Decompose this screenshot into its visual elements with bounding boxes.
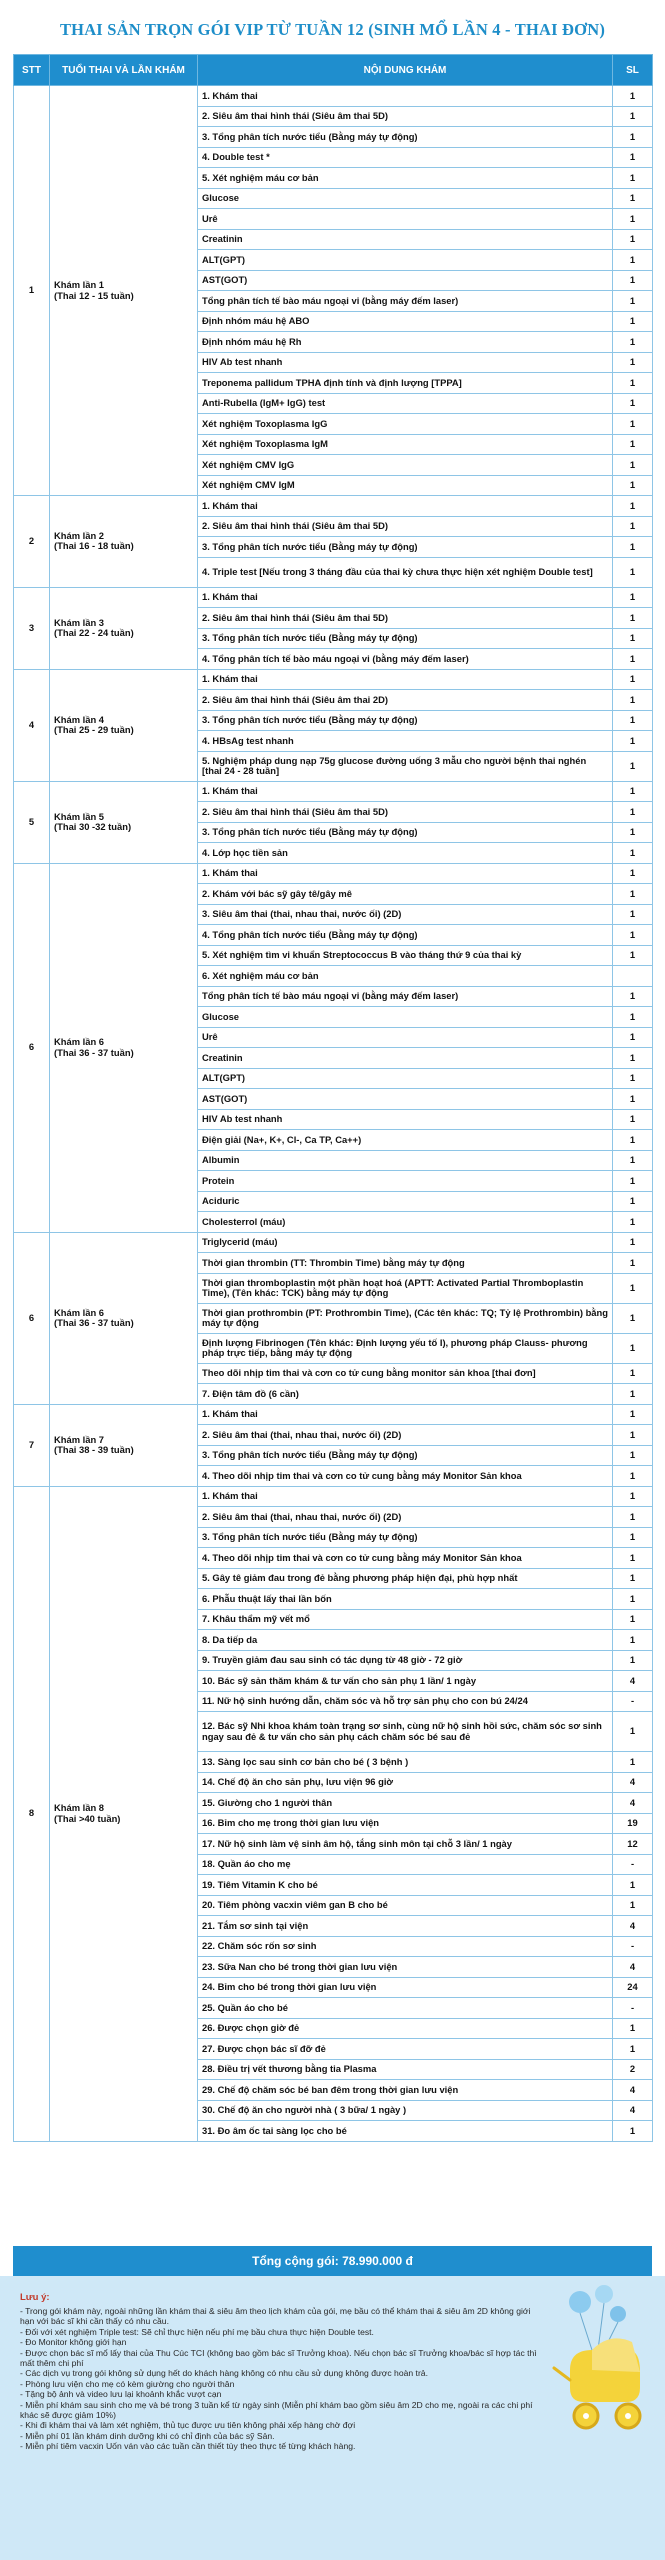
item-content: 19. Tiêm Vitamin K cho bé <box>198 1875 613 1896</box>
visit-number: 6 <box>14 863 50 1232</box>
item-quantity: - <box>613 1936 653 1957</box>
visit-label <box>50 669 198 781</box>
item-content: 2. Siêu âm thai hình thái (Siêu âm thai 5D) <box>198 516 613 537</box>
item-quantity: 1 <box>613 1253 653 1274</box>
table-row <box>14 86 653 107</box>
item-content: 18. Quần áo cho mẹ <box>198 1854 613 1875</box>
visit-weeks: (Thai >40 tuần) <box>54 1812 121 1824</box>
item-content: Xét nghiệm Toxoplasma IgM <box>198 434 613 455</box>
item-content: 5. Nghiệm pháp dung nạp 75g glucose đường uống 3 mẫu cho người bệnh thai nghén [thai 24 - 28 tuần] <box>198 751 613 781</box>
item-content: 4. Triple test [Nếu trong 3 tháng đầu của thai kỳ chưa thực hiện xét nghiệm Double test] <box>198 557 613 587</box>
item-content: Cholesterrol (máu) <box>198 1212 613 1233</box>
item-quantity: 1 <box>613 822 653 843</box>
item-content: Aciduric <box>198 1191 613 1212</box>
item-quantity: 1 <box>613 1630 653 1651</box>
item-content: 1. Khám thai <box>198 1486 613 1507</box>
item-content: 14. Chế độ ăn cho sản phụ, lưu viện 96 giờ <box>198 1772 613 1793</box>
item-quantity: 1 <box>613 843 653 864</box>
item-quantity: 4 <box>613 2100 653 2121</box>
item-content: 4. Tổng phân tích nước tiểu (Bằng máy tự động) <box>198 925 613 946</box>
item-quantity: 4 <box>613 1916 653 1937</box>
item-content: 1. Khám thai <box>198 86 613 107</box>
item-quantity: 1 <box>613 925 653 946</box>
item-quantity: 1 <box>613 884 653 905</box>
item-quantity: - <box>613 1691 653 1712</box>
item-content: 4. Lớp học tiền sản <box>198 843 613 864</box>
visit-number: 8 <box>14 1486 50 2141</box>
item-content: 28. Điều trị vết thương bằng tia Plasma <box>198 2059 613 2080</box>
item-quantity <box>613 966 653 987</box>
item-quantity: 1 <box>613 1752 653 1773</box>
note-line: - Đo Monitor không giới hạn <box>20 2337 127 2348</box>
table-body <box>14 86 653 2142</box>
header-sl: SL <box>613 55 653 86</box>
item-content: 1. Khám thai <box>198 1404 613 1425</box>
item-content: 1. Khám thai <box>198 496 613 517</box>
item-content: 2. Siêu âm thai hình thái (Siêu âm thai 2D) <box>198 690 613 711</box>
visit-number: 6 <box>14 1232 50 1404</box>
visit-number: 5 <box>14 781 50 863</box>
item-quantity: 1 <box>613 1232 653 1253</box>
item-quantity: 1 <box>613 2039 653 2060</box>
item-quantity: 1 <box>613 1089 653 1110</box>
item-quantity: 1 <box>613 1273 653 1303</box>
note-line: - Miễn phí 01 lần khám dinh dưỡng khi có chỉ định của bác sỹ Sản. <box>20 2430 275 2441</box>
item-quantity: 1 <box>613 1363 653 1384</box>
visit-name: Khám lần 5 <box>54 810 105 822</box>
item-content: 3. Siêu âm thai (thai, nhau thai, nước ối) (2D) <box>198 904 613 925</box>
item-content: Định nhóm máu hệ Rh <box>198 332 613 353</box>
visit-weeks: (Thai 36 - 37 tuần) <box>54 1317 134 1328</box>
visit-label <box>50 1486 198 2141</box>
visit-label <box>50 587 198 669</box>
item-content: 22. Chăm sóc rốn sơ sinh <box>198 1936 613 1957</box>
table-header <box>14 55 653 86</box>
item-content: Xét nghiệm CMV IgG <box>198 455 613 476</box>
item-quantity: 1 <box>613 986 653 1007</box>
item-quantity: 1 <box>613 690 653 711</box>
item-quantity: 1 <box>613 127 653 148</box>
item-content: Urê <box>198 209 613 230</box>
item-quantity: 1 <box>613 1130 653 1151</box>
visit-number: 2 <box>14 496 50 588</box>
visit-weeks: (Thai 12 - 15 tuần) <box>54 289 134 301</box>
item-content: Thời gian thromboplastin một phần hoạt hoá (APTT: Activated Partial Thromboplastin Time), (Tên khác: TCK) bằng máy tự động <box>198 1273 613 1303</box>
item-content: Điện giải (Na+, K+, Cl-, Ca TP, Ca++) <box>198 1130 613 1151</box>
item-content: 4. Theo dõi nhịp tim thai và cơn co tử cung bằng máy Monitor Sản khoa <box>198 1466 613 1487</box>
item-quantity: 1 <box>613 863 653 884</box>
item-quantity: 1 <box>613 1568 653 1589</box>
item-content: 3. Tổng phân tích nước tiểu (Bằng máy tự động) <box>198 537 613 558</box>
item-quantity: 1 <box>613 628 653 649</box>
item-quantity: 1 <box>613 781 653 802</box>
visit-label <box>50 1232 198 1404</box>
item-quantity: 1 <box>613 311 653 332</box>
item-content: 21. Tắm sơ sinh tại viện <box>198 1916 613 1937</box>
visit-number: 4 <box>14 669 50 781</box>
item-content: ALT(GPT) <box>198 250 613 271</box>
item-content: Xét nghiệm Toxoplasma IgG <box>198 414 613 435</box>
item-quantity: 1 <box>613 2018 653 2039</box>
visit-number: 3 <box>14 587 50 669</box>
table-row <box>14 669 653 690</box>
item-quantity: 1 <box>613 209 653 230</box>
item-content: 6. Phẫu thuật lấy thai lần bốn <box>198 1589 613 1610</box>
item-content: Anti-Rubella (IgM+ IgG) test <box>198 393 613 414</box>
item-content: AST(GOT) <box>198 1089 613 1110</box>
item-content: 24. Bỉm cho bé trong thời gian lưu viện <box>198 1977 613 1998</box>
visit-label <box>50 1404 198 1486</box>
item-content: 20. Tiêm phòng vacxin viêm gan B cho bé <box>198 1895 613 1916</box>
item-quantity: 1 <box>613 1650 653 1671</box>
item-quantity: 1 <box>613 229 653 250</box>
item-quantity: 4 <box>613 1957 653 1978</box>
note-line: - Tặng bộ ảnh và video lưu lại khoảnh khắc vượt cạn <box>20 2389 222 2400</box>
item-quantity: 1 <box>613 147 653 168</box>
item-content: 3. Tổng phân tích nước tiểu (Bằng máy tự động) <box>198 1527 613 1548</box>
item-content: 31. Đo âm ốc tai sàng lọc cho bé <box>198 2121 613 2142</box>
item-quantity: 1 <box>613 1384 653 1405</box>
item-quantity: 1 <box>613 455 653 476</box>
table-row <box>14 1232 653 1253</box>
visit-weeks: (Thai 16 - 18 tuần) <box>54 540 134 552</box>
item-content: AST(GOT) <box>198 270 613 291</box>
item-quantity: 1 <box>613 608 653 629</box>
item-content: Albumin <box>198 1150 613 1171</box>
item-content: 17. Nữ hộ sinh làm vệ sinh âm hộ, tắng sinh môn tại chỗ 3 lần/ 1 ngày <box>198 1834 613 1855</box>
item-content: 5. Xét nghiệm máu cơ bản <box>198 168 613 189</box>
item-quantity: 1 <box>613 537 653 558</box>
note-line: - Trong gói khám này, ngoài những lần khám thai & siêu âm theo lịch khám của gói, mẹ bầu có thể khám thai & siêu âm 2D không giới hạn với bác sĩ khi cần thấy có nhu cầu. <box>20 2306 531 2327</box>
item-quantity: 1 <box>613 669 653 690</box>
item-content: Định lượng Fibrinogen (Tên khác: Định lượng yếu tố I), phương pháp Clauss- phương pháp trực tiếp, bằng máy tự động <box>198 1333 613 1363</box>
item-content: ALT(GPT) <box>198 1068 613 1089</box>
visit-name: Khám lần 1 <box>54 279 105 290</box>
visit-name: Khám lần 4 <box>54 713 105 725</box>
item-content: 2. Siêu âm thai hình thái (Siêu âm thai 5D) <box>198 106 613 127</box>
visit-number: 1 <box>14 86 50 496</box>
item-quantity: 1 <box>613 1507 653 1528</box>
table-row <box>14 496 653 517</box>
visit-weeks: (Thai 22 - 24 tuần) <box>54 627 134 638</box>
note-line: - Miễn phí khám sau sinh cho mẹ và bé trong 3 tuần kể từ ngày sinh (Miễn phí khám bao gồm siêu âm 2D cho mẹ, ngoài ra các chi phí khác sẽ được giảm 10%) <box>20 2399 533 2421</box>
item-quantity: 1 <box>613 1445 653 1466</box>
item-content: Thời gian prothrombin (PT: Prothrombin Time), (Các tên khác: TQ; Tỷ lệ Prothrombin) bằng máy tự động <box>198 1303 613 1333</box>
item-content: Xét nghiệm CMV IgM <box>198 475 613 496</box>
visit-name: Khám lần 6 <box>54 1306 105 1318</box>
item-quantity: 4 <box>613 2080 653 2101</box>
item-content: 4. Double test * <box>198 147 613 168</box>
item-quantity: 1 <box>613 250 653 271</box>
note-line: - Phòng lưu viện cho mẹ có kèm giường cho người thân <box>20 2378 235 2389</box>
item-quantity: 1 <box>613 270 653 291</box>
header-stt: STT <box>14 55 50 86</box>
item-quantity: 1 <box>613 373 653 394</box>
visit-number: 7 <box>14 1404 50 1486</box>
baby-stroller-icon <box>540 2280 660 2440</box>
item-content: Định nhóm máu hệ ABO <box>198 311 613 332</box>
item-quantity: 1 <box>613 1895 653 1916</box>
item-content: 2. Siêu âm thai hình thái (Siêu âm thai 5D) <box>198 608 613 629</box>
item-quantity: 1 <box>613 710 653 731</box>
item-quantity: 24 <box>613 1977 653 1998</box>
item-content: 4. HBsAg test nhanh <box>198 731 613 752</box>
item-quantity: 1 <box>613 352 653 373</box>
table-row <box>14 781 653 802</box>
item-quantity: 1 <box>613 731 653 752</box>
item-quantity: 1 <box>613 557 653 587</box>
item-quantity: 1 <box>613 904 653 925</box>
note-line: - Các dịch vụ trong gói không sử dụng hết do khách hàng không có nhu cầu sử dụng không được hoàn trả. <box>20 2368 428 2379</box>
item-quantity: 1 <box>613 1150 653 1171</box>
item-quantity: 1 <box>613 516 653 537</box>
visit-label <box>50 863 198 1232</box>
item-quantity: 1 <box>613 1486 653 1507</box>
notes-title: Lưu ý: <box>20 2292 50 2303</box>
item-quantity: 1 <box>613 1068 653 1089</box>
item-content: 3. Tổng phân tích nước tiểu (Bằng máy tự động) <box>198 628 613 649</box>
item-content: Creatinin <box>198 1048 613 1069</box>
item-content: 12. Bác sỹ Nhi khoa khám toàn trạng sơ sinh, cùng nữ hộ sinh hồi sức, chăm sóc sơ sinh ngay sau đẻ & tư vấn cho sản phụ cách chăm sóc bé sau đẻ <box>198 1712 613 1752</box>
item-quantity: 2 <box>613 2059 653 2080</box>
item-quantity: 1 <box>613 1466 653 1487</box>
item-quantity: 1 <box>613 188 653 209</box>
item-quantity: 1 <box>613 1548 653 1569</box>
item-quantity: 1 <box>613 1048 653 1069</box>
item-quantity: 1 <box>613 1007 653 1028</box>
visit-name: Khám lần 2 <box>54 529 105 541</box>
item-quantity: 1 <box>613 86 653 107</box>
note-line: - Khi đi khám thai và làm xét nghiệm, thủ tục được ưu tiên không phải xếp hàng chờ đợi <box>20 2420 356 2431</box>
note-line: - Đối với xét nghiệm Triple test: Sẽ chỉ thực hiện nếu phí mẹ bầu chưa thực hiện Double test. <box>20 2326 374 2337</box>
item-quantity: 1 <box>613 1171 653 1192</box>
item-quantity: 1 <box>613 945 653 966</box>
item-quantity: 1 <box>613 393 653 414</box>
note-line: - Được chọn bác sĩ mổ lấy thai của Thu Cúc TCI (không bao gồm bác sĩ Trưởng khoa). Nếu chọn bác sĩ Trưởng khoa/bác sĩ hợp tác thì mất thêm chi phí <box>20 2347 537 2369</box>
item-content: Glucose <box>198 1007 613 1028</box>
item-content: 3. Tổng phân tích nước tiểu (Bằng máy tự động) <box>198 822 613 843</box>
item-quantity: 1 <box>613 168 653 189</box>
item-content: Creatinin <box>198 229 613 250</box>
page-title: THAI SẢN TRỌN GÓI VIP TỪ TUẦN 12 (SINH MỔ LẦN 4 - THAI ĐƠN) <box>59 20 606 39</box>
header-visit: TUỔI THAI VÀ LẦN KHÁM <box>50 55 198 86</box>
item-content: 2. Siêu âm thai hình thái (Siêu âm thai 5D) <box>198 802 613 823</box>
item-content: Triglycerid (máu) <box>198 1232 613 1253</box>
table-row <box>14 1404 653 1425</box>
item-content: 11. Nữ hộ sinh hướng dẫn, chăm sóc và hỗ trợ sản phụ cho con bú 24/24 <box>198 1691 613 1712</box>
item-content: 7. Khâu thẩm mỹ vết mổ <box>198 1609 613 1630</box>
package-table <box>13 54 653 2142</box>
item-content: 3. Tổng phân tích nước tiểu (Bằng máy tự động) <box>198 710 613 731</box>
item-content: HIV Ab test nhanh <box>198 1109 613 1130</box>
item-quantity: 1 <box>613 751 653 781</box>
item-quantity: 1 <box>613 106 653 127</box>
visit-name: Khám lần 6 <box>54 1036 105 1047</box>
item-content: 5. Xét nghiệm tìm vi khuẩn Streptococcus B vào tháng thứ 9 của thai kỳ <box>198 945 613 966</box>
item-quantity: 1 <box>613 1404 653 1425</box>
item-content: 29. Chế độ chăm sóc bé ban đêm trong thời gian lưu viện <box>198 2080 613 2101</box>
item-content: 1. Khám thai <box>198 669 613 690</box>
note-line: - Miễn phí tiêm vacxin Uốn ván vào các tuần cần thiết tùy theo thực tế từng khách hàng. <box>20 2441 356 2452</box>
item-quantity: 1 <box>613 1303 653 1333</box>
item-content: 25. Quần áo cho bé <box>198 1998 613 2019</box>
item-quantity: 1 <box>613 434 653 455</box>
visit-weeks: (Thai 36 - 37 tuần) <box>54 1046 134 1058</box>
visit-name: Khám lần 3 <box>54 616 105 628</box>
table-row <box>14 587 653 608</box>
item-quantity: 4 <box>613 1772 653 1793</box>
item-quantity: 19 <box>613 1813 653 1834</box>
item-content: 1. Khám thai <box>198 781 613 802</box>
item-content: 13. Sàng lọc sau sinh cơ bản cho bé ( 3 bệnh ) <box>198 1752 613 1773</box>
item-quantity: 1 <box>613 1212 653 1233</box>
item-quantity: 1 <box>613 1027 653 1048</box>
item-content: HIV Ab test nhanh <box>198 352 613 373</box>
item-content: 15. Giường cho 1 người thân <box>198 1793 613 1814</box>
item-quantity: 1 <box>613 414 653 435</box>
visit-name: Khám lần 7 <box>54 1433 105 1445</box>
item-content: Glucose <box>198 188 613 209</box>
item-quantity: 1 <box>613 2121 653 2142</box>
item-content: 6. Xét nghiệm máu cơ bản <box>198 966 613 987</box>
item-quantity: 1 <box>613 332 653 353</box>
item-content: 2. Siêu âm thai (thai, nhau thai, nước ối) (2D) <box>198 1507 613 1528</box>
item-quantity: 1 <box>613 587 653 608</box>
item-quantity: 1 <box>613 802 653 823</box>
item-quantity: 1 <box>613 1109 653 1130</box>
item-quantity: 1 <box>613 649 653 670</box>
total-price: Tổng cộng gói: 78.990.000 đ <box>13 2246 652 2276</box>
item-content: 1. Khám thai <box>198 863 613 884</box>
item-quantity: - <box>613 1854 653 1875</box>
visit-weeks: (Thai 38 - 39 tuần) <box>54 1444 134 1455</box>
item-content: 8. Da tiếp da <box>198 1630 613 1651</box>
table-row <box>14 863 653 884</box>
item-content: Treponema pallidum TPHA định tính và định lượng [TPPA] <box>198 373 613 394</box>
item-quantity: 1 <box>613 496 653 517</box>
item-content: 9. Truyền giảm đau sau sinh có tác dụng từ 48 giờ - 72 giờ <box>198 1650 613 1671</box>
item-quantity: 1 <box>613 1191 653 1212</box>
item-content: 10. Bác sỹ sản thăm khám & tư vấn cho sản phụ 1 lần/ 1 ngày <box>198 1671 613 1692</box>
item-content: Urê <box>198 1027 613 1048</box>
visit-weeks: (Thai 30 -32 tuần) <box>54 821 132 832</box>
item-quantity: 1 <box>613 1712 653 1752</box>
item-content: 27. Được chọn bác sĩ đỡ đẻ <box>198 2039 613 2060</box>
item-content: 3. Tổng phân tích nước tiểu (Bằng máy tự động) <box>198 127 613 148</box>
item-content: 3. Tổng phân tích nước tiểu (Bằng máy tự động) <box>198 1445 613 1466</box>
item-quantity: 1 <box>613 1527 653 1548</box>
item-quantity: 1 <box>613 1333 653 1363</box>
item-content: Protein <box>198 1171 613 1192</box>
item-quantity: 4 <box>613 1671 653 1692</box>
item-quantity: 1 <box>613 1589 653 1610</box>
item-content: 4. Theo dõi nhịp tim thai và cơn co tử cung bằng máy Monitor Sản khoa <box>198 1548 613 1569</box>
item-quantity: - <box>613 1998 653 2019</box>
item-content: 4. Tổng phân tích tế bào máu ngoại vi (bằng máy đếm laser) <box>198 649 613 670</box>
visit-label <box>50 781 198 863</box>
item-content: 23. Sữa Nan cho bé trong thời gian lưu viện <box>198 1957 613 1978</box>
item-content: Theo dõi nhịp tim thai và cơn co tử cung bằng monitor sản khoa [thai đơn] <box>198 1363 613 1384</box>
item-content: 2. Siêu âm thai (thai, nhau thai, nước ối) (2D) <box>198 1425 613 1446</box>
item-content: 5. Gây tê giảm đau trong đẻ bằng phương pháp hiện đại, phù hợp nhất <box>198 1568 613 1589</box>
item-content: Tổng phân tích tế bào máu ngoại vi (bằng máy đếm laser) <box>198 291 613 312</box>
visit-label <box>50 86 198 496</box>
notes-list <box>20 2306 540 2452</box>
item-quantity: 12 <box>613 1834 653 1855</box>
item-quantity: 1 <box>613 1425 653 1446</box>
visit-weeks: (Thai 25 - 29 tuần) <box>54 724 134 735</box>
item-quantity: 1 <box>613 1875 653 1896</box>
item-quantity: 1 <box>613 1609 653 1630</box>
header-content: NỘI DUNG KHÁM <box>198 55 613 86</box>
item-content: 26. Được chọn giờ đẻ <box>198 2018 613 2039</box>
item-quantity: 1 <box>613 475 653 496</box>
item-content: 30. Chế độ ăn cho người nhà ( 3 bữa/ 1 ngày ) <box>198 2100 613 2121</box>
item-content: 1. Khám thai <box>198 587 613 608</box>
table-row <box>14 1486 653 1507</box>
item-content: Tổng phân tích tế bào máu ngoại vi (bằng máy đếm laser) <box>198 986 613 1007</box>
item-quantity: 1 <box>613 291 653 312</box>
item-content: Thời gian thrombin (TT: Thrombin Time) bằng máy tự động <box>198 1253 613 1274</box>
item-quantity: 4 <box>613 1793 653 1814</box>
item-content: 16. Bỉm cho mẹ trong thời gian lưu viện <box>198 1813 613 1834</box>
item-content: 7. Điện tâm đồ (6 cần) <box>198 1384 613 1405</box>
item-content: 2. Khám với bác sỹ gây tê/gây mê <box>198 884 613 905</box>
visit-label <box>50 496 198 588</box>
visit-name: Khám lần 8 <box>54 1802 105 1813</box>
